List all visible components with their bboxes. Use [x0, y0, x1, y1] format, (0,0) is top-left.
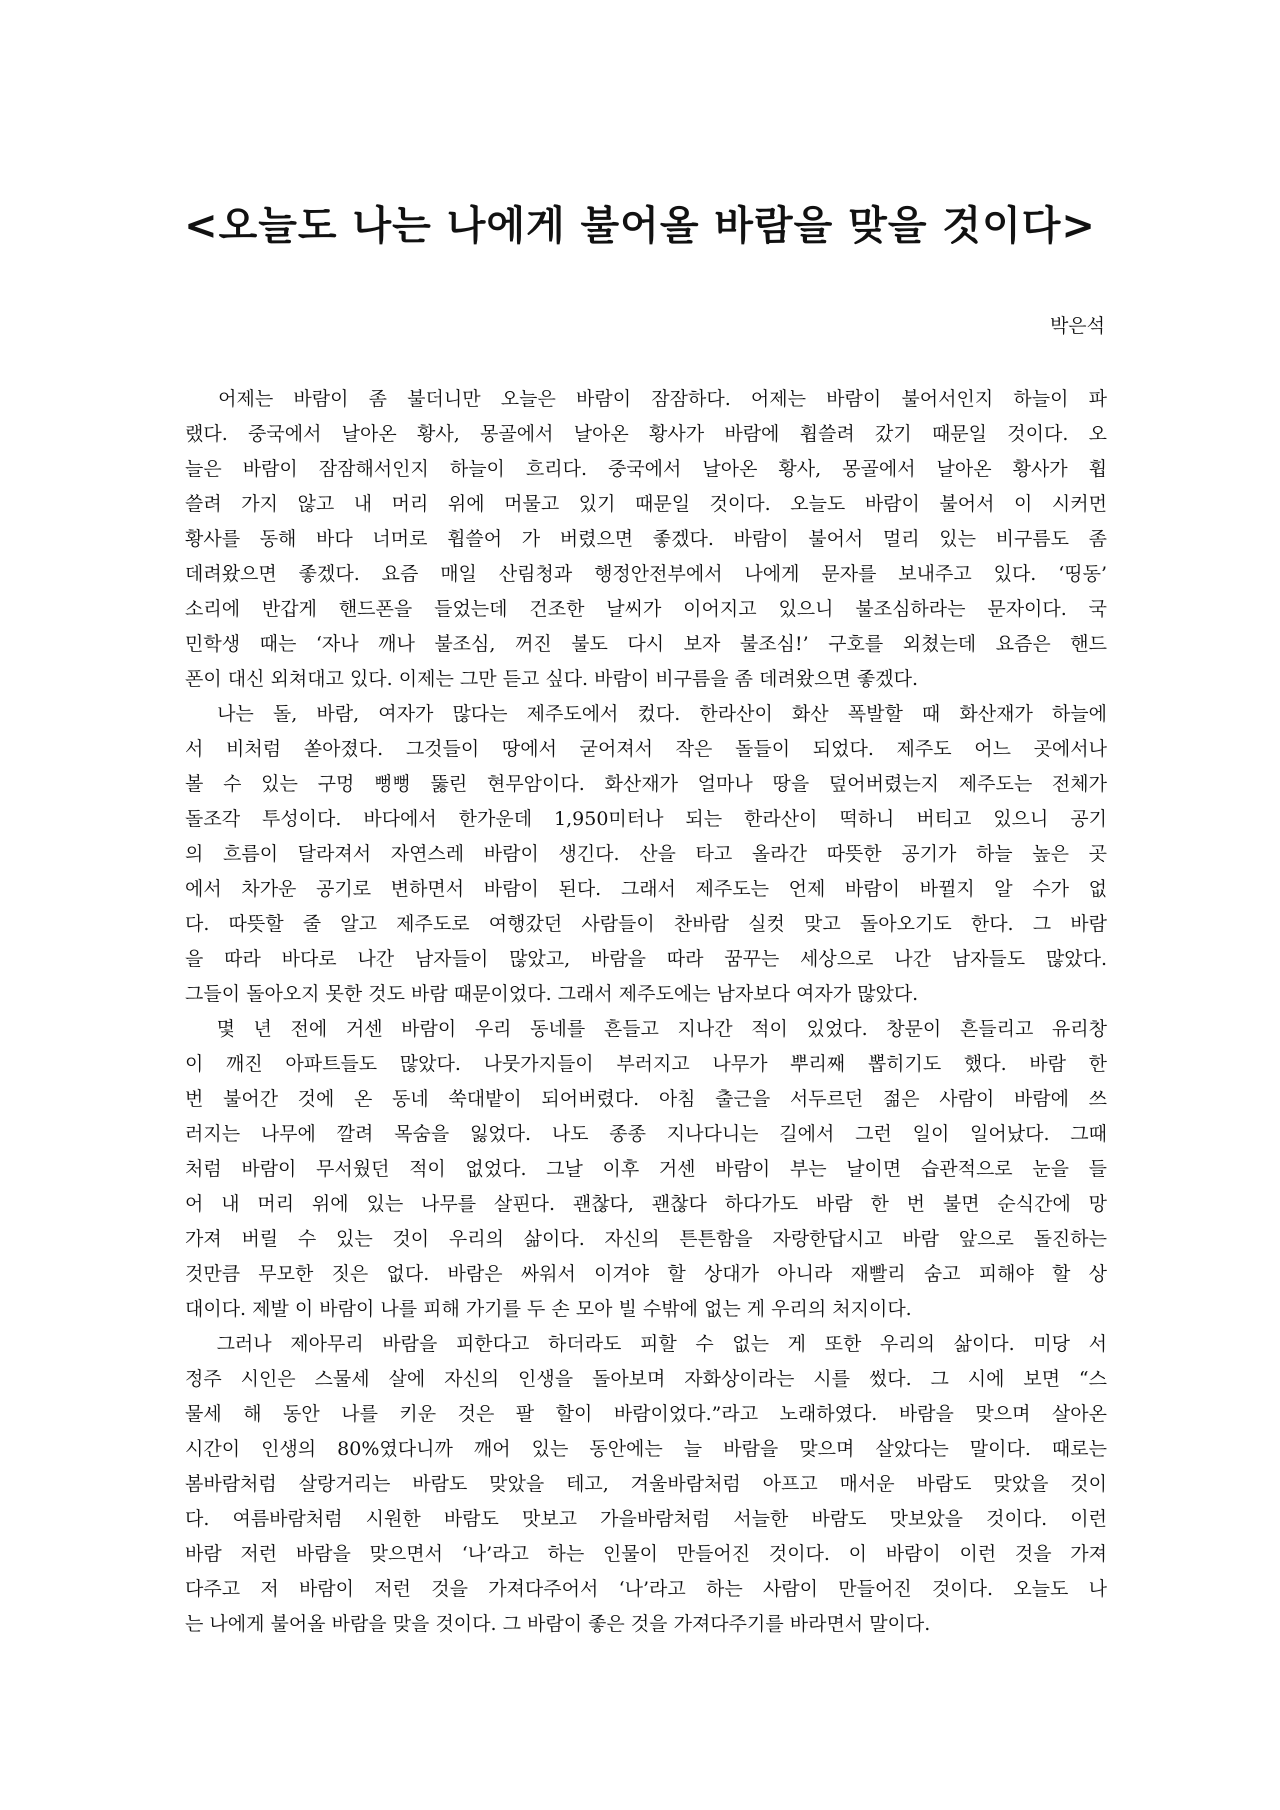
- text-line: 늘은 바람이 잠잠해서인지 하늘이 흐리다. 중국에서 날아온 황사, 몽골에서 날아온 황사가 휩: [185, 458, 1107, 480]
- paragraph-2: [185, 697, 1107, 1012]
- text-line: 바람 저런 바람을 맞으면서 ‘나’라고 하는 인물이 만들어진 것이다. 이 바람이 이런 것을 가져: [185, 1543, 1107, 1565]
- text-line: 황사를 동해 바다 너머로 휩쓸어 가 버렸으면 좋겠다. 바람이 불어서 멀리 있는 비구름도 좀: [185, 528, 1107, 550]
- text-line: 어 내 머리 위에 있는 나무를 살핀다. 괜찮다, 괜찮다 하다가도 바람 한 번 불면 순식간에 망: [185, 1193, 1107, 1215]
- text-line: 어제는 바람이 좀 불더니만 오늘은 바람이 잠잠하다. 어제는 바람이 불어서인지 하늘이 파: [185, 388, 1107, 410]
- text-line: 을 따라 바다로 나간 남자들이 많았고, 바람을 따라 꿈꾸는 세상으로 나간 남자들도 많았다.: [185, 948, 1107, 970]
- text-line: 몇 년 전에 거센 바람이 우리 동네를 흔들고 지나간 적이 있었다. 창문이 흔들리고 유리창: [185, 1018, 1107, 1040]
- paragraph-1: [185, 382, 1107, 697]
- text-line: 돌조각 투성이다. 바다에서 한가운데 1,950미터나 되는 한라산이 떡하니 버티고 있으니 공기: [185, 808, 1107, 830]
- text-line: 것만큼 무모한 짓은 없다. 바람은 싸워서 이겨야 할 상대가 아니라 재빨리 숨고 피해야 할 상: [185, 1263, 1107, 1285]
- text-line: 민학생 때는 ‘자나 깨나 불조심, 꺼진 불도 다시 보자 불조심!’ 구호를 외쳤는데 요즘은 핸드: [185, 633, 1107, 655]
- essay-body: [185, 382, 1107, 1642]
- paragraph-3: [185, 1012, 1107, 1327]
- text-line: 시간이 인생의 80%였다니까 깨어 있는 동안에는 늘 바람을 맞으며 살았다는 말이다. 때로는: [185, 1438, 1107, 1460]
- text-line: 그러나 제아무리 바람을 피한다고 하더라도 피할 수 없는 게 또한 우리의 삶이다. 미당 서: [185, 1333, 1107, 1355]
- text-line: 볼 수 있는 구멍 뻥뻥 뚫린 현무암이다. 화산재가 얼마나 땅을 덮어버렸는지 제주도는 전체가: [185, 773, 1107, 795]
- text-line: 는 나에게 불어올 바람을 맞을 것이다. 그 바람이 좋은 것을 가져다주기를 바라면서 말이다.: [185, 1613, 931, 1635]
- text-line: 대이다. 제발 이 바람이 나를 피해 가기를 두 손 모아 빌 수밖에 없는 게 우리의 처지이다.: [185, 1298, 912, 1320]
- text-line: 다. 여름바람처럼 시원한 바람도 맛보고 가을바람처럼 서늘한 바람도 맛보았을 것이다. 이런: [185, 1508, 1107, 1530]
- text-line: 이 깨진 아파트들도 많았다. 나뭇가지들이 부러지고 나무가 뿌리째 뽑히기도 했다. 바람 한: [185, 1053, 1107, 1075]
- text-line: 봄바람처럼 살랑거리는 바람도 맞았을 테고, 겨울바람처럼 아프고 매서운 바람도 맞았을 것이: [185, 1473, 1107, 1495]
- text-line: 에서 차가운 공기로 변하면서 바람이 된다. 그래서 제주도는 언제 바람이 바뀔지 알 수가 없: [185, 878, 1107, 900]
- text-line: 소리에 반갑게 핸드폰을 들었는데 건조한 날씨가 이어지고 있으니 불조심하라는 문자이다. 국: [185, 598, 1107, 620]
- document-title: <오늘도 나는 나에게 불어올 바람을 맞을 것이다>: [184, 203, 1096, 249]
- text-line: 가져 버릴 수 있는 것이 우리의 삶이다. 자신의 튼튼함을 자랑한답시고 바람 앞으로 돌진하는: [185, 1228, 1107, 1250]
- paragraph-4: [185, 1327, 1107, 1642]
- text-line: 다주고 저 바람이 저런 것을 가져다주어서 ‘나’라고 하는 사람이 만들어진 것이다. 오늘도 나: [185, 1578, 1107, 1600]
- text-line: 물세 해 동안 나를 키운 것은 팔 할이 바람이었다.”라고 노래하였다. 바람을 맞으며 살아온: [185, 1403, 1107, 1425]
- text-line: 의 흐름이 달라져서 자연스레 바람이 생긴다. 산을 타고 올라간 따뜻한 공기가 하늘 높은 곳: [185, 843, 1107, 865]
- author-name: 박은석: [1049, 315, 1105, 337]
- text-line: 그들이 돌아오지 못한 것도 바람 때문이었다. 그래서 제주도에는 남자보다 여자가 많았다.: [185, 983, 919, 1005]
- text-line: 정주 시인은 스물세 살에 자신의 인생을 돌아보며 자화상이라는 시를 썼다. 그 시에 보면 “스: [185, 1368, 1107, 1390]
- text-line: 번 불어간 것에 온 동네 쑥대밭이 되어버렸다. 아침 출근을 서두르던 젊은 사람이 바람에 쓰: [185, 1088, 1107, 1110]
- text-line: 서 비처럼 쏟아졌다. 그것들이 땅에서 굳어져서 작은 돌들이 되었다. 제주도 어느 곳에서나: [185, 738, 1107, 760]
- text-line: 폰이 대신 외쳐대고 있다. 이제는 그만 듣고 싶다. 바람이 비구름을 좀 데려왔으면 좋겠다.: [185, 668, 918, 690]
- text-line: 다. 따뜻할 줄 알고 제주도로 여행갔던 사람들이 찬바람 실컷 맞고 돌아오기도 한다. 그 바람: [185, 913, 1107, 935]
- text-line: 러지는 나무에 깔려 목숨을 잃었다. 나도 종종 지나다니는 길에서 그런 일이 일어났다. 그때: [185, 1123, 1107, 1145]
- text-line: 처럼 바람이 무서웠던 적이 없었다. 그날 이후 거센 바람이 부는 날이면 습관적으로 눈을 들: [185, 1158, 1107, 1180]
- text-line: 쓸려 가지 않고 내 머리 위에 머물고 있기 때문일 것이다. 오늘도 바람이 불어서 이 시커먼: [185, 493, 1107, 515]
- text-line: 나는 돌, 바람, 여자가 많다는 제주도에서 컸다. 한라산이 화산 폭발할 때 화산재가 하늘에: [185, 703, 1107, 725]
- text-line: 랬다. 중국에서 날아온 황사, 몽골에서 날아온 황사가 바람에 휩쓸려 갔기 때문일 것이다. 오: [185, 423, 1107, 445]
- text-line: 데려왔으면 좋겠다. 요즘 매일 산림청과 행정안전부에서 나에게 문자를 보내주고 있다. ‘띵동’: [185, 563, 1107, 585]
